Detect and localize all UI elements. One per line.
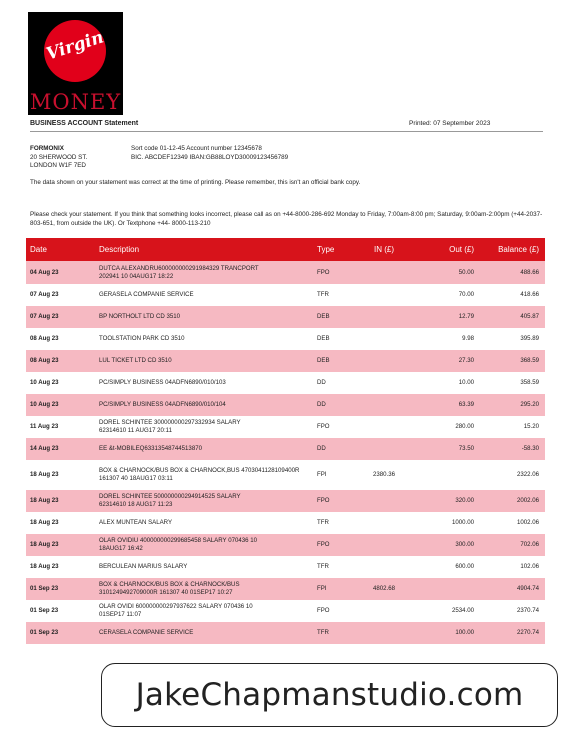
cell-balance: 295.20 — [520, 401, 539, 409]
description-line-2: 3101249492709000R 161307 40 01SEP17 10:27 — [99, 589, 233, 596]
table-row — [26, 534, 545, 556]
header-balance: Balance (£) — [498, 245, 539, 254]
cell-type: DEB — [317, 313, 330, 321]
table-row — [26, 306, 545, 328]
cell-out — [419, 578, 480, 600]
cell-type: DEB — [317, 335, 330, 343]
cell-description — [95, 416, 313, 438]
description-line-2: 202941 10 04AUG17 18:22 — [99, 272, 174, 280]
cell-description — [95, 460, 313, 490]
cell-type: DD — [317, 401, 326, 409]
cell-date: 14 Aug 23 — [30, 445, 59, 453]
description-line-1: LUL TICKET LTD CD 3510 — [99, 357, 172, 365]
cell-type: TFR — [317, 519, 329, 527]
description-line-2: 18AUG17 16:42 — [99, 545, 143, 552]
table-row — [26, 416, 545, 438]
header-date: Date — [30, 245, 47, 254]
cell-type: FPI — [317, 471, 327, 479]
description-line-1: BERCULEAN MARIUS SALARY — [99, 563, 188, 571]
cell-description — [95, 372, 313, 394]
cell-in — [360, 438, 419, 460]
description-line-2: 161307 40 18AUG17 03:11 — [99, 475, 173, 482]
cell-out: 50.00 — [458, 268, 474, 276]
cell-description — [95, 350, 313, 372]
table-row — [26, 512, 545, 534]
customer-address — [30, 145, 87, 171]
cell-description — [95, 490, 313, 512]
description-line-1: BP NORTHOLT LTD CD 3510 — [99, 313, 181, 321]
cell-out: 12.79 — [458, 313, 474, 321]
table-row — [26, 394, 545, 416]
cell-in — [360, 416, 419, 438]
cell-in — [360, 284, 419, 306]
printed-date: Printed: 07 September 2023 — [409, 120, 491, 127]
table-row — [26, 600, 545, 622]
cell-out: 73.50 — [458, 445, 474, 453]
cell-type: FPO — [317, 268, 330, 276]
header-type: Type — [317, 245, 335, 254]
description-line-1: DOREL SCHINTEE 500000000294914525 SALARY — [99, 493, 241, 501]
table-row — [26, 438, 545, 460]
cell-date: 08 Aug 23 — [30, 357, 59, 365]
table-row — [26, 490, 545, 512]
cell-date: 18 Aug 23 — [30, 471, 59, 479]
cell-out: 63.39 — [458, 401, 474, 409]
cell-in — [360, 490, 419, 512]
cell-in — [360, 394, 419, 416]
table-row — [26, 460, 545, 490]
description-line-1: PC/SIMPLY BUSINESS 04ADFN6890/010/104 — [99, 401, 226, 409]
cell-description — [95, 306, 313, 328]
cell-in — [360, 556, 419, 578]
cell-balance: 2270.74 — [516, 629, 539, 637]
table-row — [26, 372, 545, 394]
cell-in — [360, 512, 419, 534]
cell-date: 18 Aug 23 — [30, 563, 59, 571]
cell-date: 18 Aug 23 — [30, 519, 59, 527]
cell-description — [95, 394, 313, 416]
cell-date: 01 Sep 23 — [30, 585, 59, 593]
cell-description — [95, 328, 313, 350]
cell-out: 9.98 — [462, 335, 474, 343]
description-line-1: CERASELA COMPANIE SERVICE — [99, 629, 194, 637]
cell-balance: 2322.06 — [516, 471, 539, 479]
description-line-1: EE &t-MOBILEQ63313548744513870 — [99, 445, 202, 453]
cell-date: 18 Aug 23 — [30, 497, 59, 505]
transactions-body — [26, 261, 545, 644]
address-line-2: LONDON W1F 7ED — [30, 162, 86, 169]
cell-date: 07 Aug 23 — [30, 313, 59, 321]
cell-description — [95, 284, 313, 306]
cell-date: 08 Aug 23 — [30, 335, 59, 343]
description-line-1: TOOLSTATION PARK CD 3510 — [99, 335, 185, 343]
cell-type: FPI — [317, 585, 327, 593]
cell-balance: 2002.06 — [516, 497, 539, 505]
cell-description — [95, 556, 313, 578]
cell-type: DEB — [317, 357, 330, 365]
accuracy-note: The data shown on your statement was correct at the time of printing. Please remember, this isn't an official bank copy. — [30, 179, 361, 186]
cell-balance: 1002.06 — [516, 519, 539, 527]
table-row — [26, 284, 545, 306]
cell-type: FPO — [317, 541, 330, 549]
cell-date: 11 Aug 23 — [30, 423, 59, 431]
table-row — [26, 350, 545, 372]
cell-type: FPO — [317, 607, 330, 615]
logo-money-text: MONEY — [29, 90, 122, 114]
cell-type: FPO — [317, 423, 330, 431]
cell-in — [360, 372, 419, 394]
cell-out: 300.00 — [455, 541, 474, 549]
cell-type: DD — [317, 379, 326, 387]
cell-balance: 4904.74 — [516, 585, 539, 593]
cell-description — [95, 622, 313, 644]
table-row — [26, 261, 545, 284]
cell-description — [95, 534, 313, 556]
cell-balance: -58.30 — [521, 445, 539, 453]
statement-title: BUSINESS ACCOUNT Statement — [30, 120, 139, 127]
description-line-2: 62314610 18 AUG17 11:23 — [99, 501, 173, 508]
cell-date: 18 Aug 23 — [30, 541, 59, 549]
description-line-1: DUTCA ALEXANDRU600000000291984329 TRANCPORT — [99, 264, 259, 272]
cell-description — [95, 600, 313, 622]
cell-in — [360, 328, 419, 350]
cell-balance: 488.66 — [520, 268, 539, 276]
table-row — [26, 556, 545, 578]
cell-balance: 368.59 — [520, 357, 539, 365]
cell-balance: 358.59 — [520, 379, 539, 387]
cell-date: 10 Aug 23 — [30, 401, 59, 409]
customer-name: FORMONIX — [30, 145, 64, 152]
cell-in — [360, 600, 419, 622]
cell-out: 600.00 — [455, 563, 474, 571]
cell-in — [360, 350, 419, 372]
watermark-text: JakeChapmanstudio.com — [135, 677, 524, 713]
table-row — [26, 622, 545, 644]
cell-balance: 702.06 — [520, 541, 539, 549]
cell-in: 4802.68 — [373, 585, 396, 593]
bic-iban: BIC. ABCDEF12349 IBAN:GB88LOYD30009123456789 — [131, 153, 289, 161]
cell-out: 10.00 — [458, 379, 474, 387]
cell-date: 10 Aug 23 — [30, 379, 59, 387]
header-description: Description — [99, 245, 140, 254]
cell-balance: 2370.74 — [516, 607, 539, 615]
cell-out: 320.00 — [455, 497, 474, 505]
header-divider — [30, 131, 543, 132]
table-header-row — [26, 238, 545, 261]
cell-out: 2534.00 — [451, 607, 474, 615]
cell-date: 07 Aug 23 — [30, 291, 59, 299]
cell-balance: 395.89 — [520, 335, 539, 343]
cell-balance: 405.87 — [520, 313, 539, 321]
cell-balance: 418.66 — [520, 291, 539, 299]
description-line-1: ALEX MUNTEAN SALARY — [99, 519, 173, 527]
cell-description — [95, 438, 313, 460]
cell-type: FPO — [317, 497, 330, 505]
cell-date: 01 Sep 23 — [30, 629, 59, 637]
cell-in — [360, 261, 419, 284]
description-line-2: 01SEP17 11:07 — [99, 611, 142, 618]
virgin-money-logo — [28, 12, 123, 115]
transactions-table — [26, 238, 545, 644]
header-in: IN (£) — [374, 245, 394, 254]
description-line-1: BOX & CHARNOCK/BUS BOX & CHARNOCK,BUS 4703041128109400R — [99, 467, 300, 475]
description-line-1: OLAR OVIDI 600000000297937622 SALARY 070436 10 — [99, 603, 253, 611]
watermark-banner — [101, 663, 558, 727]
description-line-2: 62314610 11 AUG17 20:11 — [99, 427, 172, 434]
cell-balance: 15.20 — [523, 423, 539, 431]
cell-out: 280.00 — [455, 423, 474, 431]
header-out: Out (£) — [449, 245, 474, 254]
cell-out — [419, 460, 480, 490]
cell-date: 01 Sep 23 — [30, 607, 59, 615]
description-line-1: OLAR OVIDIU 400000000299685458 SALARY 070436 10 — [99, 537, 257, 545]
cell-in — [360, 622, 419, 644]
sort-code-account-number: Sort code 01-12-45 Account number 12345678 — [131, 145, 262, 152]
cell-out: 27.30 — [458, 357, 474, 365]
cell-description — [95, 261, 313, 284]
cell-out: 100.00 — [455, 629, 474, 637]
table-row — [26, 578, 545, 600]
cell-description — [95, 578, 313, 600]
table-row — [26, 328, 545, 350]
cell-out: 1000.00 — [451, 519, 474, 527]
cell-in: 2380.36 — [373, 471, 396, 479]
cell-in — [360, 306, 419, 328]
cell-date: 04 Aug 23 — [30, 268, 59, 276]
logo-virgin-text: Virgin — [43, 27, 107, 65]
cell-balance: 102.06 — [520, 563, 539, 571]
description-line-1: BOX & CHARNOCK/BUS BOX & CHARNOCK/BUS — [99, 581, 240, 589]
contact-note: Please check your statement. If you think that something looks incorrect, please call as on +44-8000-286-692 Monday to Friday, 7:00am-8:00 pm; Saturday, 9:00am-2:00pm (+44-2037-803-651, from outside the UK). Or Textphone +44- 8000-113-210 — [30, 211, 543, 227]
cell-description — [95, 512, 313, 534]
account-details — [131, 145, 288, 162]
description-line-1: DOREL SCHINTEE 300000000297332934 SALARY — [99, 419, 241, 427]
cell-type: TFR — [317, 291, 329, 299]
description-line-1: PC/SIMPLY BUSINESS 04ADFN6890/010/103 — [99, 379, 226, 387]
cell-type: TFR — [317, 563, 329, 571]
description-line-1: GERASELA COMPANIE SERVICE — [99, 291, 194, 299]
cell-type: DD — [317, 445, 326, 453]
cell-out: 70.00 — [458, 291, 474, 299]
address-line-1: 20 SHERWOOD ST. — [30, 153, 88, 161]
cell-type: TFR — [317, 629, 329, 637]
cell-in — [360, 534, 419, 556]
